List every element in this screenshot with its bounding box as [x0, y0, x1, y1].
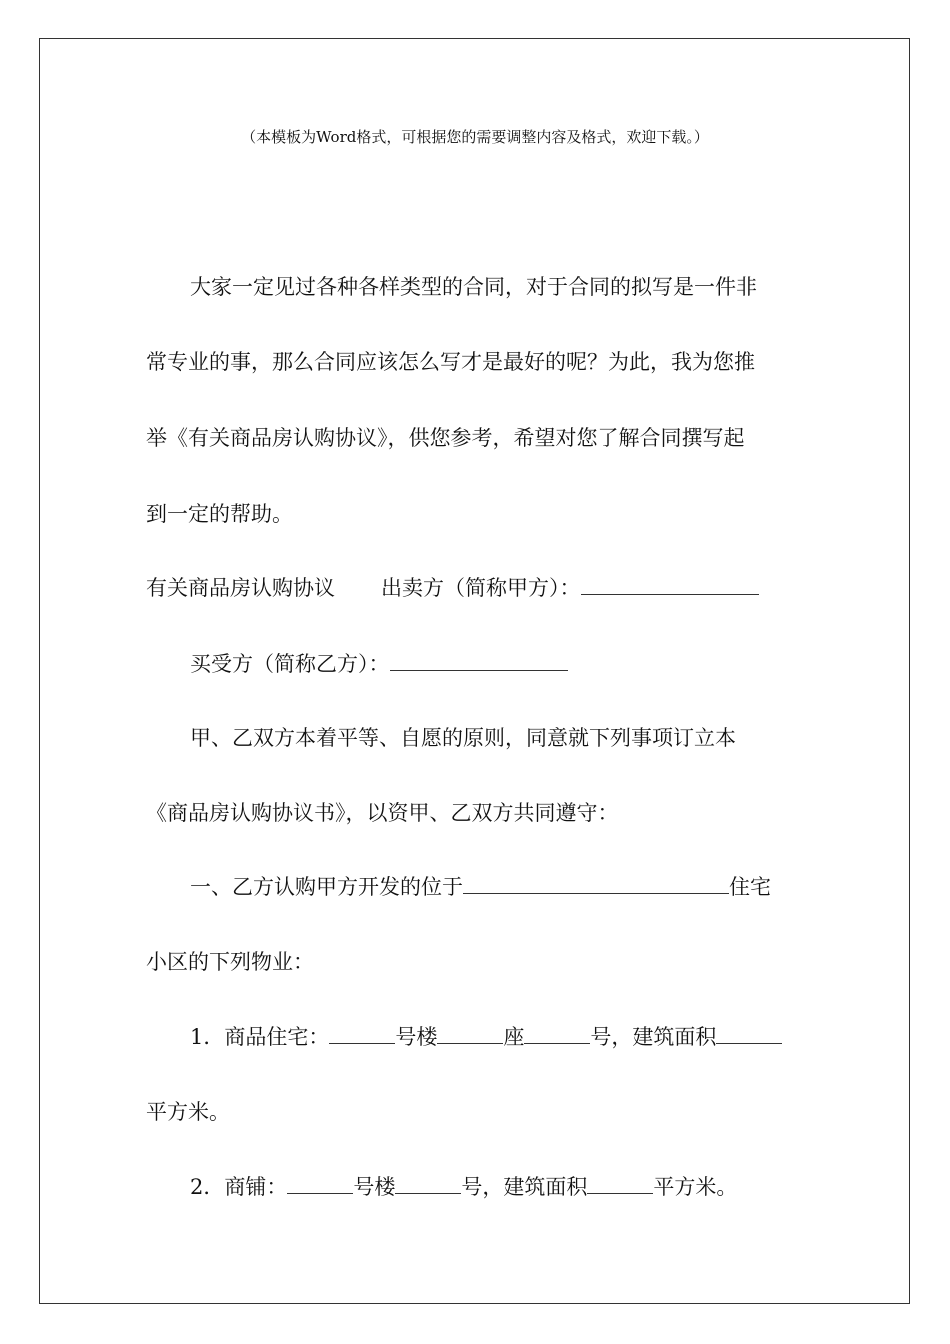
item-2-prefix: 2．商铺： — [190, 1175, 288, 1199]
item-1-area-blank — [716, 1023, 782, 1044]
item-1-number-blank — [524, 1023, 590, 1044]
intro-line-1: 大家一定见过各种各样类型的合同，对于合同的拟写是一件非 — [190, 275, 757, 299]
item-1-block: 座 — [503, 1025, 525, 1049]
clause-1-line — [190, 873, 771, 901]
item-2-area-blank — [587, 1173, 653, 1194]
item-2-building: 号楼 — [353, 1175, 396, 1199]
item-1-block-blank — [437, 1023, 503, 1044]
agreement-title: 有关商品房认购协议 — [146, 576, 335, 600]
agreement-title-line — [146, 574, 759, 602]
item-2-building-blank — [287, 1173, 353, 1194]
intro-line-3: 举《有关商品房认购协议》，供您参考，希望对您了解合同撰写起 — [146, 426, 745, 450]
preamble-line-1: 甲、乙双方本着平等、自愿的原则，同意就下列事项订立本 — [190, 726, 736, 750]
intro-line-2: 常专业的事，那么合同应该怎么写才是最好的呢？为此，我为您推 — [146, 350, 755, 374]
item-2-line — [190, 1173, 737, 1201]
item-1-building-blank — [329, 1023, 395, 1044]
location-blank — [463, 873, 729, 894]
item-2-number-blank — [395, 1173, 461, 1194]
intro-line-4: 到一定的帮助。 — [146, 502, 293, 526]
header-note: （本模板为Word格式，可根据您的需要调整内容及格式，欢迎下载。） — [241, 128, 709, 146]
buyer-blank — [390, 650, 568, 671]
clause-1-suffix: 住宅 — [729, 875, 771, 899]
seller-blank — [581, 574, 759, 595]
clause-1-line-2: 小区的下列物业： — [146, 950, 314, 974]
buyer-line — [190, 650, 568, 678]
item-1-line — [190, 1023, 782, 1051]
item-1-prefix: 1．商品住宅： — [190, 1025, 330, 1049]
item-1-building: 号楼 — [395, 1025, 438, 1049]
item-2-number: 号，建筑面积 — [461, 1175, 588, 1199]
clause-1-prefix: 一、乙方认购甲方开发的位于 — [190, 875, 463, 899]
item-1-number: 号，建筑面积 — [590, 1025, 717, 1049]
item-1-area-unit: 平方米。 — [146, 1100, 230, 1124]
seller-label: 出卖方（简称甲方）： — [381, 576, 581, 600]
item-2-area-unit: 平方米。 — [653, 1175, 738, 1199]
buyer-label: 买受方（简称乙方）： — [190, 652, 390, 676]
preamble-line-2: 《商品房认购协议书》，以资甲、乙双方共同遵守： — [146, 801, 619, 825]
